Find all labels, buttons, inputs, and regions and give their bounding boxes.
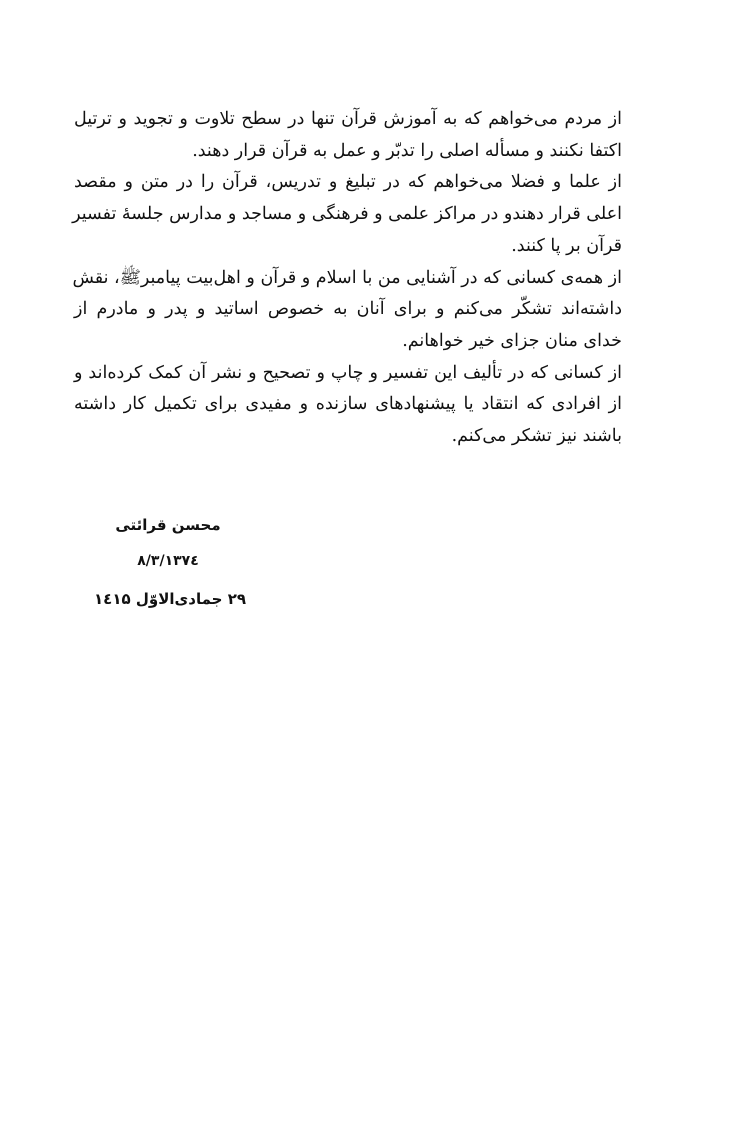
signature-hijri-date: ۲۹ جمادی‌الاوّل ۱٤۱۵ (94, 590, 246, 608)
text-line: از علما و فضلا می‌خواهم که در تبلیغ و تدریس، قرآن را در متن و مقصد (74, 172, 622, 193)
text-line: از کسانی که در تألیف این تفسیر و چاپ و تصحیح و نشر آن کمک کرده‌اند و (74, 362, 622, 383)
text-line: از افرادی که انتقاد یا پیشنهادهای سازنده و مفیدی برای تکمیل کار داشته (74, 394, 622, 415)
signature-solar-date: ۱۳۷٤/۸/۳ (137, 553, 199, 569)
paragraph-scholars (74, 167, 622, 262)
author-signature-name: محسن قرائتی (115, 516, 221, 534)
text-line: باشند نیز تشکر می‌کنم. (451, 426, 622, 447)
text-line: از همه‌ی کسانی که در آشنایی من با اسلام و قرآن و اهل‌بیت پیامبرﷺ، نقش (72, 267, 622, 288)
text-line: قرآن بر پا کنند. (511, 235, 622, 256)
text-line: داشته‌اند تشکّر می‌کنم و برای آنان به خصوص اساتید و پدر و مادرم از (74, 299, 622, 320)
text-line: خدای منان جزای خیر خواهانم. (402, 330, 622, 351)
text-line: اعلی قرار دهندو در مراکز علمی و فرهنگی و مساجد و مدارس جلسهٔ تفسیر (72, 204, 622, 225)
acknowledgement-text (74, 104, 622, 453)
paragraph-thanks-contributors (74, 358, 622, 453)
text-line: اکتفا نکنند و مسأله اصلی را تدبّر و عمل به قرآن قرار دهند. (192, 140, 622, 161)
paragraph-quran-study (74, 104, 622, 167)
paragraph-thanks-teachers (74, 263, 622, 358)
text-line: از مردم می‌خواهم که به آموزش قرآن تنها در سطح تلاوت و تجوید و ترتیل (74, 109, 622, 129)
